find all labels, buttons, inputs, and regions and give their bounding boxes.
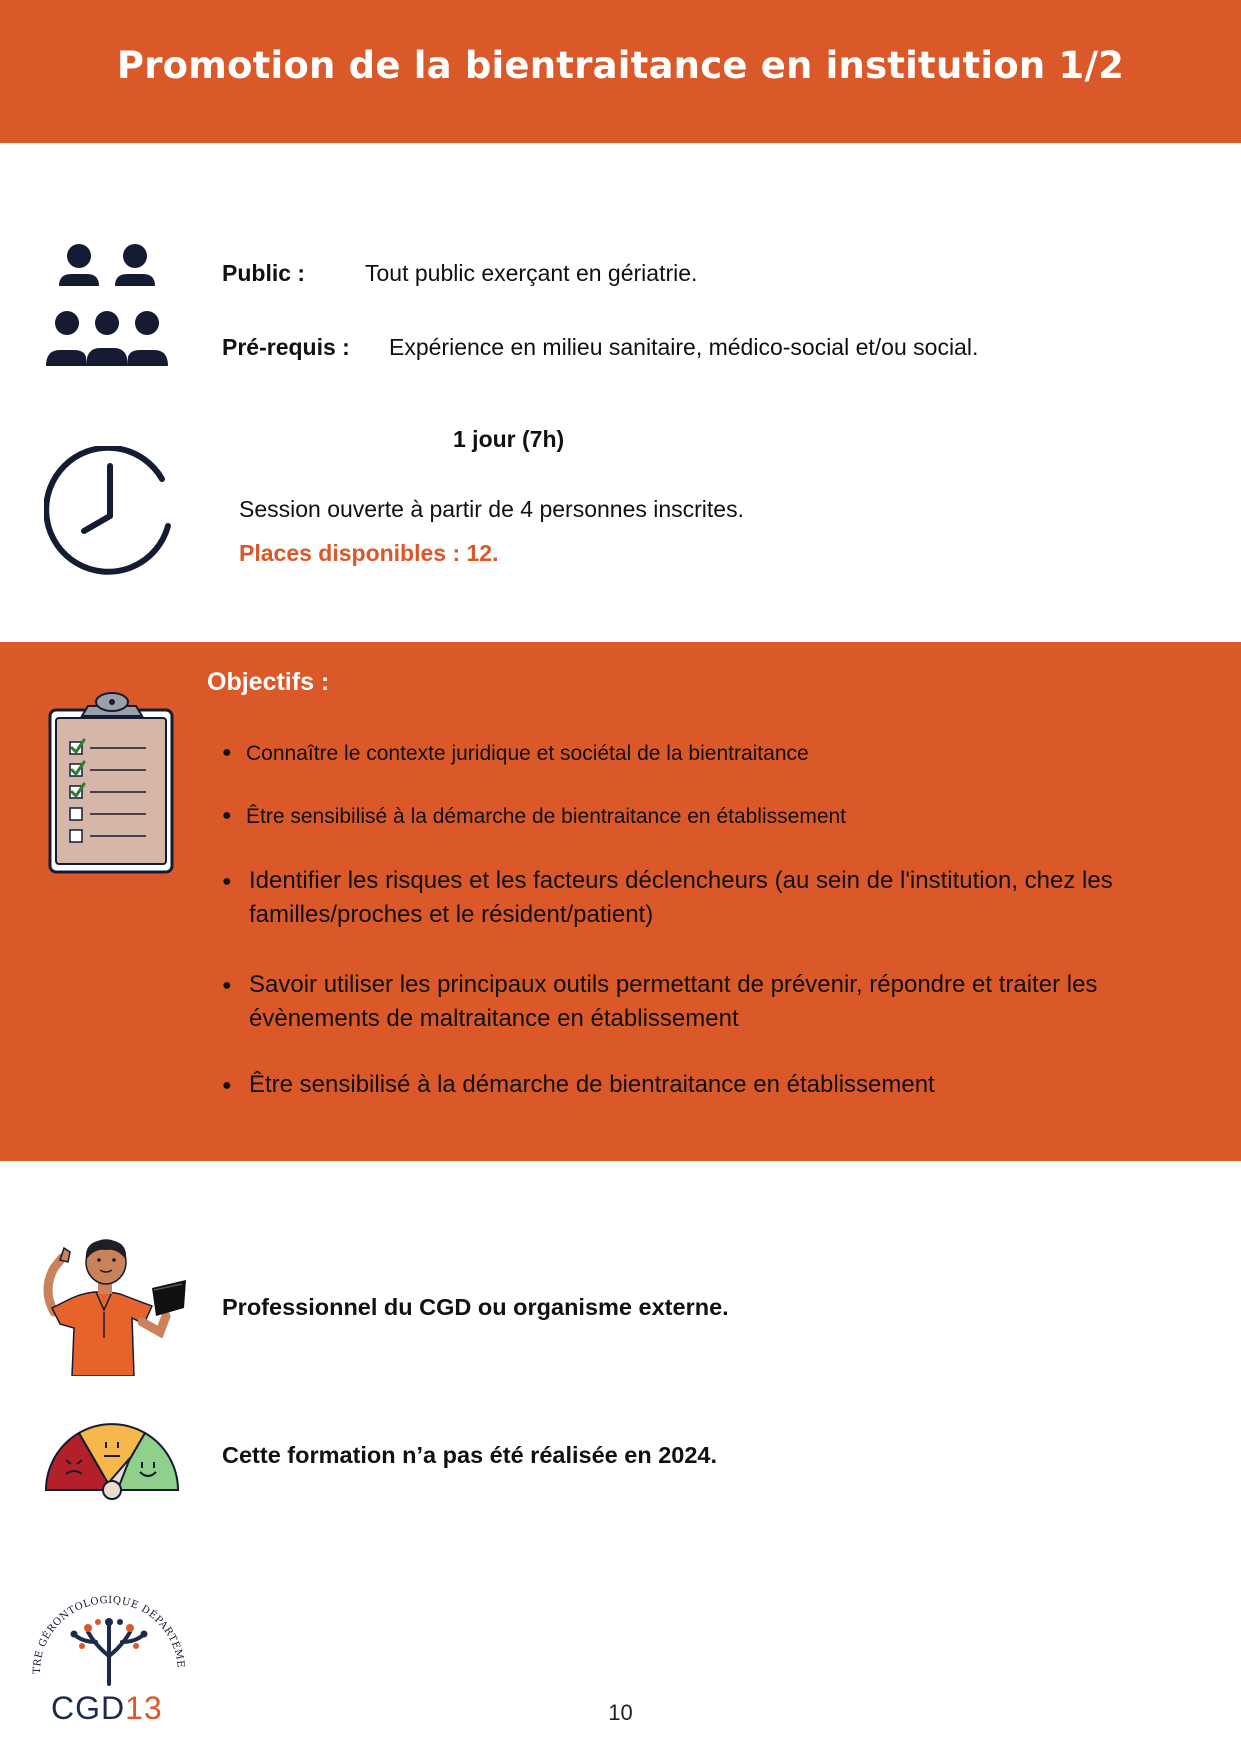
trainer-text: Professionnel du CGD ou organisme externe.: [222, 1294, 729, 1320]
people-group-icon: [44, 243, 170, 367]
session-info: Session ouverte à partir de 4 personnes inscrites.: [239, 496, 744, 522]
objectives-title: Objectifs :: [207, 668, 330, 696]
public-row: [222, 260, 698, 287]
logo-name-suffix: 13: [125, 1690, 163, 1726]
prerequisite-row: [222, 334, 979, 361]
satisfaction-gauge-icon: [44, 1418, 180, 1500]
clock-icon: [44, 446, 176, 578]
public-value: Tout public exerçant en gériatrie.: [365, 260, 698, 286]
page-header: [0, 0, 1241, 143]
logo-arc-text: TRE GÉRONTOLOGIQUE DÉPARTEME: [31, 1594, 186, 1674]
page-title: Promotion de la bientraitance en institution 1/2: [116, 44, 1125, 87]
prerequisite-label: Pré-requis :: [222, 334, 350, 360]
public-label: Public :: [222, 260, 306, 286]
places-available: Places disponibles : 12.: [239, 540, 499, 566]
clipboard-checklist-icon: [48, 690, 176, 874]
duration-length: 1 jour (7h): [453, 426, 565, 452]
prerequisite-value: Expérience en milieu sanitaire, médico-social et/ou social.: [389, 334, 979, 360]
page-number: 10: [608, 1700, 633, 1725]
trainer-illustration: [34, 1238, 190, 1376]
evaluation-text: Cette formation n’a pas été réalisée en 2024.: [222, 1442, 718, 1468]
tree-logo-icon: [26, 1576, 192, 1688]
objectives-section: Objectifs : ● Connaître le contexte juridique et sociétal de la bientraitance ● Être sensibilisé à la démarche de bientraitance en établissement ● Identifier les risques et les facteurs déclencheurs (au sein de l'institution, chez les familles/proches et le résident/patient) ● Savoir utiliser les principaux outils permettant de prévenir, répondre et traiter les évènements de maltraitance en établissement ● Être sensibilisé à la démarche de bientraitance en établissement: [0, 642, 1241, 1161]
svg-text:CENTRE GÉRONTOLOGIQUE DÉPARTEM: [26, 1576, 186, 1674]
logo-name-prefix: CGD: [51, 1690, 126, 1726]
